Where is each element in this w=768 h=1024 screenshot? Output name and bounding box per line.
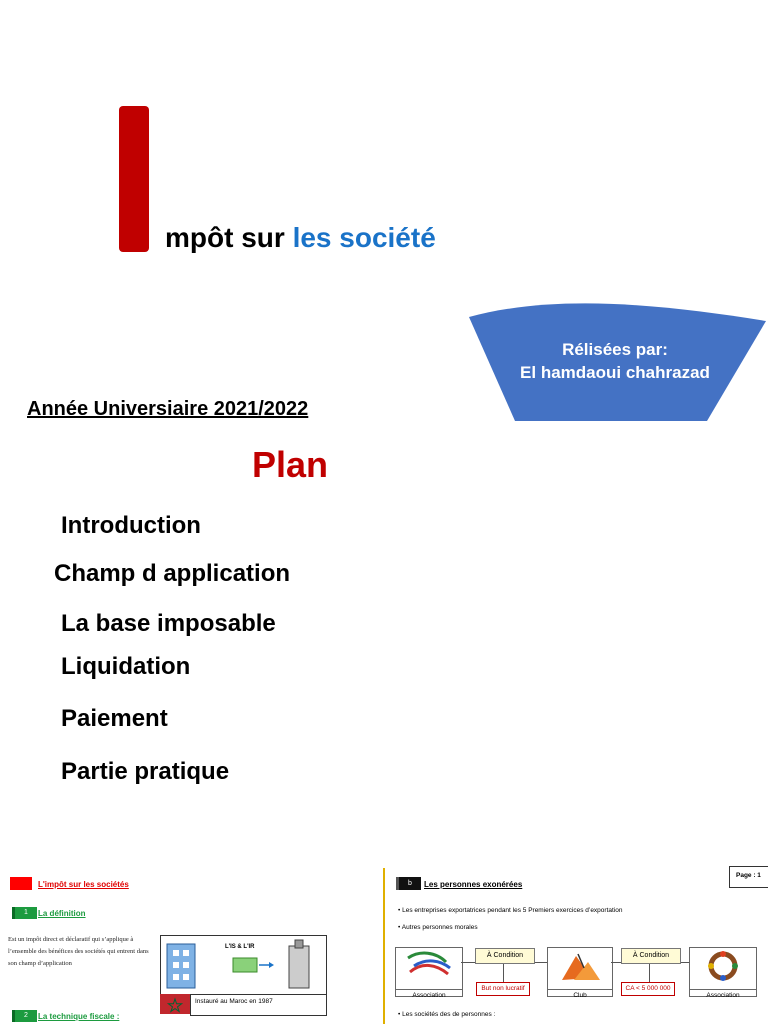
section-2-number: 2 [12,1010,37,1022]
page-number-box [729,866,768,888]
condition-box-1: À Condition [475,948,535,964]
arrow-right-1 [461,962,475,963]
title-initial-letter-bar [119,106,149,252]
plan-item-introduction: Introduction [61,512,201,539]
hands-circle-icon [690,948,756,984]
section-1-title: La définition [38,909,86,918]
condition-box-2: À Condition [621,948,681,964]
arrow-right-2 [535,962,547,963]
association-label-2: Association [690,989,756,1001]
is-ir-diagram [160,935,327,995]
plan-item-paiement: Paiement [61,705,168,732]
association-label-1: Association [396,989,462,1001]
is-ir-label: L'IS & L'IR [225,944,255,950]
plan-heading: Plan [252,444,329,485]
arrow-right-3 [611,962,621,963]
morocco-flag-icon [160,994,190,1014]
page-title [165,222,436,254]
page-divider [383,868,385,1024]
section-marker [10,877,32,890]
bullet-3-text: Les sociétés des de personnes : [402,1011,496,1018]
morocco-star-icon [160,994,190,1014]
association-picture-1 [395,947,463,997]
bullet-2: • Autres personnes morales [398,924,478,931]
bullet-2-text: Autres personnes morales [401,924,478,931]
club-picture [547,947,613,997]
page-number: Page : 1 [736,872,761,879]
association-logo-icon [396,948,462,984]
title-part-2: les société [292,222,436,253]
arrow-down-2 [649,964,650,982]
bullet-3: • Les sociétés des de personnes : [398,1011,496,1018]
author-label: Rélisées par: [562,340,668,359]
author-name: El hamdaoui chahrazad [520,363,710,382]
author-badge [490,338,740,384]
section-1-number: 1 [12,907,37,919]
plan-item-base: La base imposable [61,610,276,637]
doc-right-heading: Les personnes exonérées [424,880,523,889]
section-2-title: La technique fiscale : [38,1012,120,1021]
club-label: Club [548,989,612,1001]
arrow-down-1 [503,964,504,982]
subsection-badge: b [396,877,421,890]
association-picture-2 [689,947,757,997]
bullet-1: • Les entreprises exportatrices pendant les 5 Premiers exercices d’exportation [398,907,623,914]
morocco-caption-box [190,994,327,1016]
title-part-1: mpôt sur [165,222,293,253]
morocco-caption: Instauré au Maroc en 1987 [195,998,273,1005]
definition-text: Est un impôt direct et déclaratif qui s’applique à l’ensemble des bénéfices des sociétés qui entrent dans son champ d’application [8,936,149,967]
plan-item-pratique: Partie pratique [61,758,230,785]
plan-item-liquidation: Liquidation [61,653,191,680]
doc-left-heading: L'impôt sur les sociétés [38,880,129,889]
bullet-1-text: Les entreprises exportatrices pendant les 5 Premiers exercices d’exportation [402,907,623,914]
academic-year: Année Universiaire 2021/2022 [27,398,309,420]
condition-result-2: CA < 5 000 000 [621,982,675,996]
condition-result-1: But non lucratif [476,982,530,996]
arrow-right-4 [681,962,689,963]
club-climbing-icon [548,948,612,984]
plan-item-champ: Champ d application [54,560,291,587]
